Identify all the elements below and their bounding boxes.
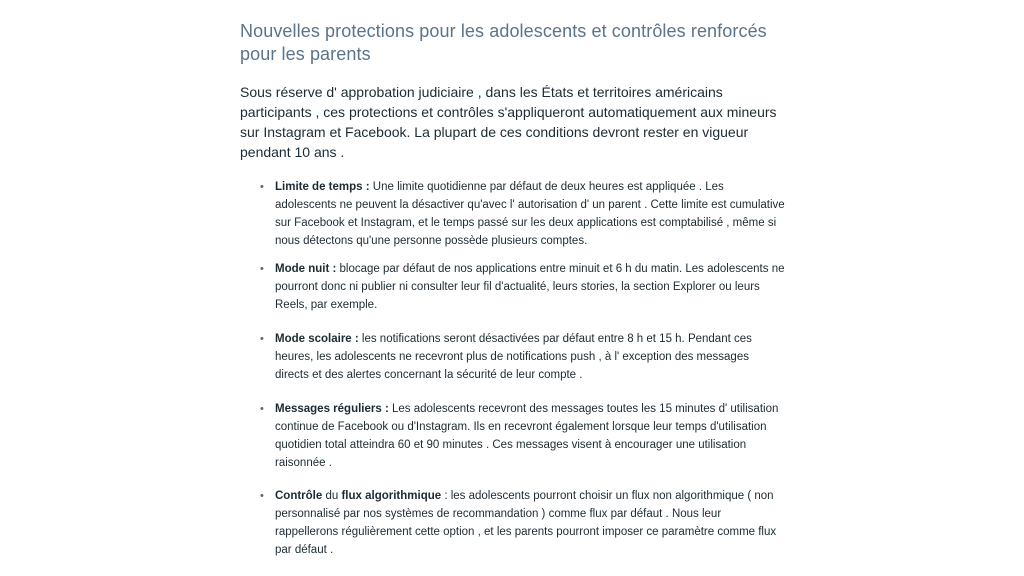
- item-text: les notifications seront désactivées par défaut entre 8 h et 15 h. Pendant ces heures, les adolescents ne recevront plus de notifications push , à l' exception des messages directs et des alertes concernant la sécurité de leur compte .: [275, 333, 752, 381]
- article-intro: Sous réserve d' approbation judiciaire , dans les États et territoires américains participants , ces protections et contrôles s'appliqueront automatiquement aux mineurs sur Instagram et Facebook. La plupart de ces conditions devront rester en vigueur pendant 10 ans .: [240, 84, 777, 160]
- item-heading: Mode scolaire :: [275, 333, 359, 345]
- item-connector: du: [322, 490, 342, 502]
- item-text: : les adolescents pourront choisir un flux non algorithmique ( non personnalisé par nos systèmes de recommandation ) comme flux par défaut . Nous leur rappellerons régulièrement cette option , et les parents pourront imposer ce paramètre comme flux par défaut .: [275, 490, 777, 556]
- list-item-time-limit: [260, 178, 785, 250]
- article: [240, 20, 780, 162]
- bullet-icon: •: [260, 181, 264, 193]
- item-heading: Mode nuit :: [275, 263, 337, 275]
- bullet-icon: •: [260, 333, 264, 345]
- article-title: Nouvelles protections pour les adolescents et contrôles renforcés pour les parents: [240, 21, 767, 64]
- list-item-night-mode: [260, 260, 785, 314]
- list-item-algorithmic-feed: [260, 487, 785, 559]
- list-item-regular-messages: [260, 400, 785, 472]
- item-heading-part1: Contrôle: [275, 490, 323, 502]
- item-text: Les adolescents recevront des messages toutes les 15 minutes d' utilisation continue de Facebook ou d'Instagram. Ils en recevront également lorsque leur temps d'utilisation quotidien total atteindra 60 et 90 minutes . Ces messages visent à encourager une utilisation raisonnée .: [275, 403, 779, 469]
- item-heading-part2: flux algorithmique: [341, 490, 442, 502]
- bullet-icon: •: [260, 490, 264, 502]
- item-text: Une limite quotidienne par défaut de deux heures est appliquée . Les adolescents ne peuvent la désactiver qu'avec l' autorisation d' un parent . Cette limite est cumulative sur Facebook et Instagram, et le temps passé sur les deux applications est comptabilisé , même si nous détectons qu'une personne possède plusieurs comptes.: [275, 181, 785, 247]
- item-heading: Messages réguliers :: [275, 403, 389, 415]
- bullet-icon: •: [260, 263, 264, 275]
- item-text: blocage par défaut de nos applications entre minuit et 6 h du matin. Les adolescents ne pourront donc ni publier ni consulter leur fil d'actualité, leurs stories, la section Explorer ou leurs Reels, par exemple.: [275, 263, 785, 311]
- item-heading: Limite de temps :: [275, 181, 370, 193]
- list-item-school-mode: [260, 330, 785, 384]
- bullet-icon: •: [260, 403, 264, 415]
